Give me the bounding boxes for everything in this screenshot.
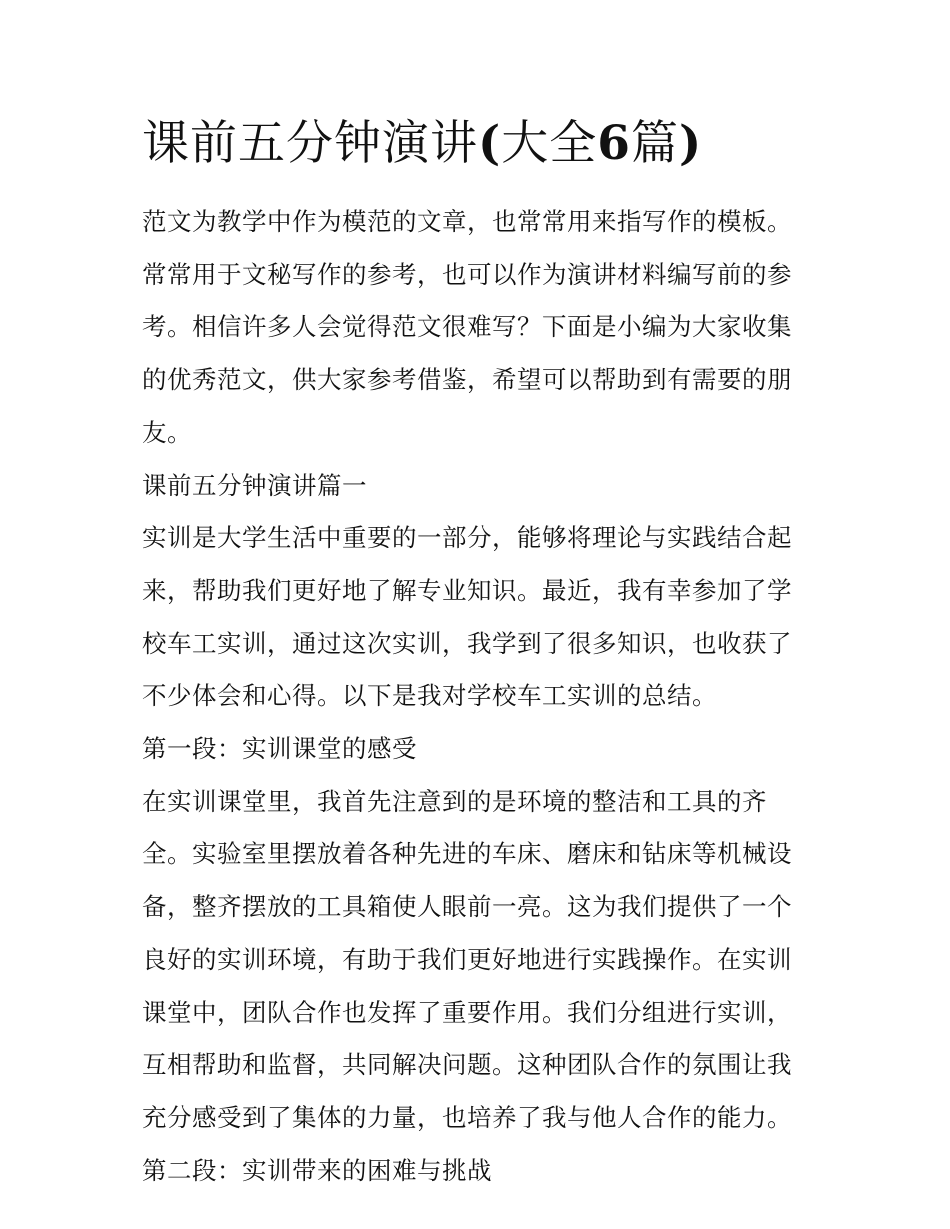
section-heading-part-2: 第二段：实训带来的困难与挑战 [142,1155,492,1185]
document-body [142,196,814,1197]
section-heading-speech-1: 课前五分钟演讲篇一 [142,470,367,500]
section-heading-part-1: 第一段：实训课堂的感受 [142,734,417,764]
training-intro-paragraph: 实训是大学生活中重要的一部分，能够将理论与实践结合起来，帮助我们更好地了解专业知识。最近，我有幸参加了学校车工实训，通过这次实训，我学到了很多知识，也收获了不少体会和心得。以下是我对学校车工实训的总结。 [142,523,792,711]
document-title: 课前五分钟演讲(大全6篇) [142,116,703,171]
intro-paragraph: 范文为教学中作为模范的文章，也常常用来指写作的模板。常常用于文秘写作的参考，也可以作为演讲材料编写前的参考。相信许多人会觉得范文很难写？下面是小编为大家收集的优秀范文，供大家参考借鉴，希望可以帮助到有需要的朋友。 [142,207,792,447]
classroom-experience-paragraph: 在实训课堂里，我首先注意到的是环境的整洁和工具的齐全。实验室里摆放着各种先进的车床、磨床和钻床等机械设备，整齐摆放的工具箱使人眼前一亮。这为我们提供了一个良好的实训环境，有助于我们更好地进行实践操作。在实训课堂中，团队合作也发挥了重要作用。我们分组进行实训，互相帮助和监督，共同解决问题。这种团队合作的氛围让我充分感受到了集体的力量，也培养了我与他人合作的能力。 [142,786,792,1132]
